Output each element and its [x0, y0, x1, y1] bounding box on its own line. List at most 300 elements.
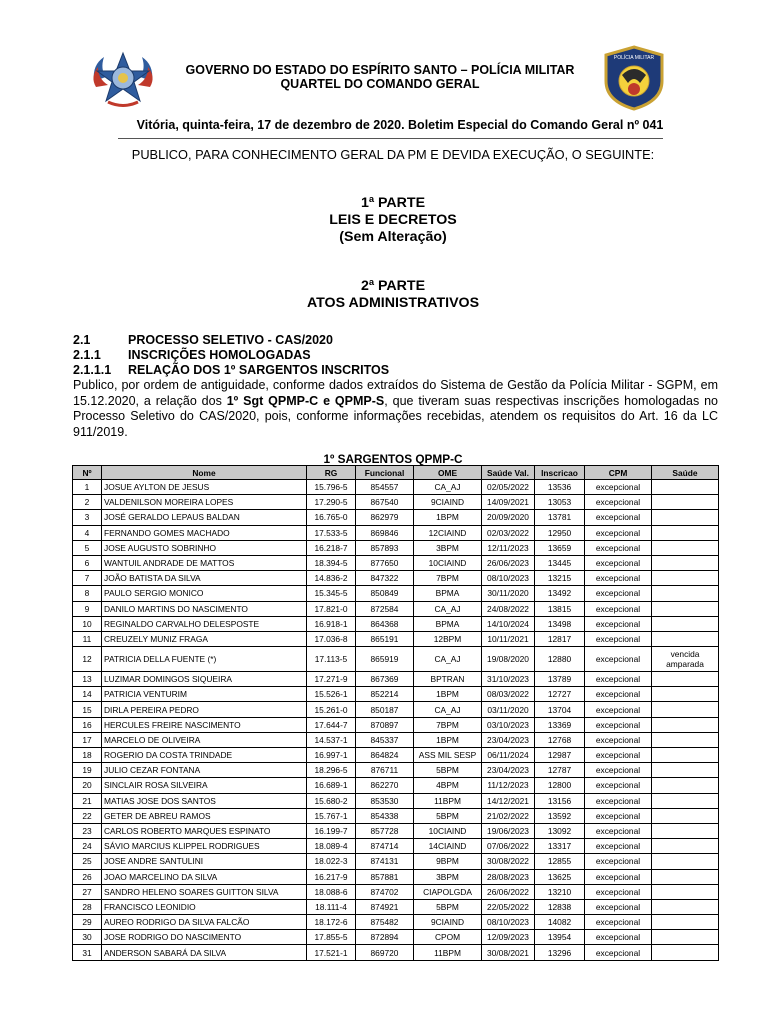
rg-cell: 17.855-5: [307, 930, 356, 945]
saude-cell: [652, 945, 719, 960]
ome-cell: 1BPM: [414, 732, 482, 747]
row-number: 28: [73, 899, 102, 914]
row-number: 22: [73, 808, 102, 823]
ome-cell: 12BPM: [414, 631, 482, 646]
ome-cell: CPOM: [414, 930, 482, 945]
paragraph-text-b: , que tiveram suas respectivas inscrições homologadas no Processo Seletivo do CAS/2020, pois, conforme informações recebidas, atendem os requisitos do Art. 16 da LC 911/2019.: [73, 393, 718, 439]
row-number: 16: [73, 717, 102, 732]
saude-cell: [652, 702, 719, 717]
header-divider: [118, 138, 663, 139]
table-row: [73, 616, 719, 631]
table-row: [73, 930, 719, 945]
saude-cell: [652, 601, 719, 616]
table-row: [73, 884, 719, 899]
funcional-cell: 862270: [356, 778, 414, 793]
funcional-cell: 865191: [356, 631, 414, 646]
row-number: 23: [73, 823, 102, 838]
table-title: 1º SARGENTOS QPMP-C: [323, 452, 463, 466]
row-number: 31: [73, 945, 102, 960]
rg-cell: 18.088-6: [307, 884, 356, 899]
header-line-1: GOVERNO DO ESTADO DO ESPÍRITO SANTO – POLÍCIA MILITAR: [185, 63, 575, 77]
table-row: [73, 672, 719, 687]
saude-val-cell: 28/08/2023: [482, 869, 535, 884]
ome-cell: 12CIAIND: [414, 525, 482, 540]
saude-val-cell: 07/06/2022: [482, 839, 535, 854]
saude-val-cell: 30/08/2021: [482, 945, 535, 960]
table-row: [73, 763, 719, 778]
saude-cell: [652, 586, 719, 601]
saude-cell: [652, 793, 719, 808]
name-cell: AUREO RODRIGO DA SILVA FALCÃO: [102, 915, 307, 930]
row-number: 3: [73, 510, 102, 525]
ome-cell: CA_AJ: [414, 601, 482, 616]
table-row: [73, 540, 719, 555]
saude-cell: [652, 672, 719, 687]
cpm-cell: excepcional: [585, 884, 652, 899]
part-2-subtitle: ATOS ADMINISTRATIVOS: [306, 295, 480, 311]
name-cell: MATIAS JOSE DOS SANTOS: [102, 793, 307, 808]
saude-val-cell: 23/04/2023: [482, 763, 535, 778]
state-coat-of-arms-icon: [88, 47, 158, 109]
inscricao-cell: 12838: [535, 899, 585, 914]
name-cell: VALDENILSON MOREIRA LOPES: [102, 495, 307, 510]
saude-val-cell: 10/11/2021: [482, 631, 535, 646]
table-row: [73, 732, 719, 747]
cpm-cell: excepcional: [585, 555, 652, 570]
saude-val-cell: 26/06/2022: [482, 884, 535, 899]
name-cell: JOSÉ GERALDO LEPAUS BALDAN: [102, 510, 307, 525]
rg-cell: 17.036-8: [307, 631, 356, 646]
rg-cell: 15.680-2: [307, 793, 356, 808]
ome-cell: BPMA: [414, 586, 482, 601]
inscricao-cell: 12787: [535, 763, 585, 778]
inscricao-cell: 13704: [535, 702, 585, 717]
table-row: [73, 647, 719, 672]
inscricao-cell: 12855: [535, 854, 585, 869]
ome-cell: 7BPM: [414, 717, 482, 732]
inscricao-cell: 13156: [535, 793, 585, 808]
row-number: 6: [73, 555, 102, 570]
funcional-cell: 867540: [356, 495, 414, 510]
rg-cell: 17.644-7: [307, 717, 356, 732]
saude-cell: [652, 869, 719, 884]
part-1-note: (Sem Alteração): [339, 229, 447, 245]
saude-val-cell: 19/08/2020: [482, 647, 535, 672]
funcional-cell: 857728: [356, 823, 414, 838]
rg-cell: 16.218-7: [307, 540, 356, 555]
saude-val-cell: 24/08/2022: [482, 601, 535, 616]
part-1-heading: [0, 195, 770, 246]
section-label: PROCESSO SELETIVO - CAS/2020: [128, 333, 333, 347]
table-row: [73, 839, 719, 854]
row-number: 12: [73, 647, 102, 672]
inscricao-cell: 13536: [535, 480, 585, 495]
document-header: [0, 45, 770, 115]
saude-cell: [652, 631, 719, 646]
inscricao-cell: 13789: [535, 672, 585, 687]
column-header: Saúde: [652, 466, 719, 480]
publication-notice: PUBLICO, PARA CONHECIMENTO GERAL DA PM E DEVIDA EXECUÇÃO, O SEGUINTE:: [131, 147, 655, 162]
cpm-cell: excepcional: [585, 510, 652, 525]
cpm-cell: excepcional: [585, 571, 652, 586]
rg-cell: 17.533-5: [307, 525, 356, 540]
inscricao-cell: 13625: [535, 869, 585, 884]
name-cell: LUZIMAR DOMINGOS SIQUEIRA: [102, 672, 307, 687]
saude-val-cell: 19/06/2023: [482, 823, 535, 838]
inscricao-cell: 13815: [535, 601, 585, 616]
row-number: 4: [73, 525, 102, 540]
cpm-cell: excepcional: [585, 631, 652, 646]
ome-cell: 14CIAIND: [414, 839, 482, 854]
saude-cell: [652, 732, 719, 747]
rg-cell: 18.089-4: [307, 839, 356, 854]
saude-val-cell: 14/09/2021: [482, 495, 535, 510]
saude-cell: [652, 480, 719, 495]
name-cell: PAULO SERGIO MONICO: [102, 586, 307, 601]
rg-cell: 18.022-3: [307, 854, 356, 869]
rg-cell: 18.394-5: [307, 555, 356, 570]
inscricao-cell: 13592: [535, 808, 585, 823]
cpm-cell: excepcional: [585, 808, 652, 823]
saude-val-cell: 03/11/2020: [482, 702, 535, 717]
rg-cell: 15.261-0: [307, 702, 356, 717]
rg-cell: 16.997-1: [307, 748, 356, 763]
inscricao-cell: 12727: [535, 687, 585, 702]
saude-cell: [652, 540, 719, 555]
inscricao-cell: 13369: [535, 717, 585, 732]
ome-cell: 10CIAIND: [414, 555, 482, 570]
cpm-cell: excepcional: [585, 748, 652, 763]
funcional-cell: 853530: [356, 793, 414, 808]
row-number: 20: [73, 778, 102, 793]
saude-val-cell: 21/02/2022: [482, 808, 535, 823]
ome-cell: BPTRAN: [414, 672, 482, 687]
rg-cell: 17.521-1: [307, 945, 356, 960]
table-row: [73, 748, 719, 763]
rg-cell: 16.217-9: [307, 869, 356, 884]
cpm-cell: excepcional: [585, 672, 652, 687]
column-header: OME: [414, 466, 482, 480]
name-cell: SINCLAIR ROSA SILVEIRA: [102, 778, 307, 793]
table-row: [73, 793, 719, 808]
table-row: [73, 702, 719, 717]
funcional-cell: 869720: [356, 945, 414, 960]
name-cell: CREUZELY MUNIZ FRAGA: [102, 631, 307, 646]
military-police-badge-icon: [600, 45, 668, 111]
saude-cell: [652, 525, 719, 540]
funcional-cell: 854338: [356, 808, 414, 823]
inscricao-cell: 13053: [535, 495, 585, 510]
name-cell: JOSE ANDRE SANTULINI: [102, 854, 307, 869]
section-label: RELAÇÃO DOS 1º SARGENTOS INSCRITOS: [128, 363, 390, 377]
funcional-cell: 865919: [356, 647, 414, 672]
ome-cell: CA_AJ: [414, 702, 482, 717]
ome-cell: CA_AJ: [414, 480, 482, 495]
column-header: Funcional: [356, 466, 414, 480]
saude-val-cell: 31/10/2023: [482, 672, 535, 687]
ome-cell: 5BPM: [414, 899, 482, 914]
saude-val-cell: 26/06/2023: [482, 555, 535, 570]
ome-cell: 5BPM: [414, 808, 482, 823]
name-cell: FRANCISCO LEONIDIO: [102, 899, 307, 914]
ome-cell: 9CIAIND: [414, 915, 482, 930]
saude-val-cell: 14/12/2021: [482, 793, 535, 808]
table-row: [73, 717, 719, 732]
saude-cell: [652, 616, 719, 631]
inscricao-cell: 13445: [535, 555, 585, 570]
inscricao-cell: 13659: [535, 540, 585, 555]
saude-val-cell: 30/08/2022: [482, 854, 535, 869]
name-cell: FERNANDO GOMES MACHADO: [102, 525, 307, 540]
inscricao-cell: 13492: [535, 586, 585, 601]
saude-val-cell: 30/11/2020: [482, 586, 535, 601]
table-row: [73, 778, 719, 793]
ome-cell: 9BPM: [414, 854, 482, 869]
row-number: 30: [73, 930, 102, 945]
table-row: [73, 480, 719, 495]
funcional-cell: 874702: [356, 884, 414, 899]
funcional-cell: 864824: [356, 748, 414, 763]
ome-cell: 3BPM: [414, 540, 482, 555]
ome-cell: 7BPM: [414, 571, 482, 586]
funcional-cell: 874131: [356, 854, 414, 869]
row-number: 10: [73, 616, 102, 631]
name-cell: CARLOS ROBERTO MARQUES ESPINATO: [102, 823, 307, 838]
funcional-cell: 847322: [356, 571, 414, 586]
table-row: [73, 510, 719, 525]
section-number: 2.1.1: [73, 348, 101, 362]
cpm-cell: excepcional: [585, 763, 652, 778]
saude-cell: [652, 854, 719, 869]
cpm-cell: excepcional: [585, 601, 652, 616]
saude-cell: [652, 717, 719, 732]
saude-val-cell: 11/12/2023: [482, 778, 535, 793]
saude-val-cell: 03/10/2023: [482, 717, 535, 732]
cpm-cell: excepcional: [585, 869, 652, 884]
ome-cell: 11BPM: [414, 793, 482, 808]
publication-paragraph: [73, 378, 718, 440]
saude-cell: [652, 510, 719, 525]
cpm-cell: excepcional: [585, 793, 652, 808]
rg-cell: 18.296-5: [307, 763, 356, 778]
rg-cell: 16.765-0: [307, 510, 356, 525]
funcional-cell: 850187: [356, 702, 414, 717]
inscricao-cell: 13210: [535, 884, 585, 899]
name-cell: JOSE AUGUSTO SOBRINHO: [102, 540, 307, 555]
row-number: 24: [73, 839, 102, 854]
table-row: [73, 687, 719, 702]
table-row: [73, 945, 719, 960]
saude-val-cell: 12/11/2023: [482, 540, 535, 555]
ome-cell: 4BPM: [414, 778, 482, 793]
ome-cell: 5BPM: [414, 763, 482, 778]
row-number: 11: [73, 631, 102, 646]
part-2-heading: [0, 278, 770, 312]
inscricao-cell: 12800: [535, 778, 585, 793]
rg-cell: 17.271-9: [307, 672, 356, 687]
part-2-title: 2ª PARTE: [360, 278, 426, 294]
rg-cell: 14.537-1: [307, 732, 356, 747]
name-cell: PATRICIA VENTURIM: [102, 687, 307, 702]
name-cell: REGINALDO CARVALHO DELESPOSTE: [102, 616, 307, 631]
funcional-cell: 857881: [356, 869, 414, 884]
inscricao-cell: 13296: [535, 945, 585, 960]
column-header: RG: [307, 466, 356, 480]
inscricao-cell: 12987: [535, 748, 585, 763]
saude-cell: [652, 763, 719, 778]
rg-cell: 17.290-5: [307, 495, 356, 510]
inscricao-cell: 13498: [535, 616, 585, 631]
part-1-title: 1ª PARTE: [360, 195, 426, 211]
table-row: [73, 854, 719, 869]
saude-cell: [652, 930, 719, 945]
column-header: CPM: [585, 466, 652, 480]
column-header: Nº: [73, 466, 102, 480]
saude-val-cell: 12/09/2023: [482, 930, 535, 945]
saude-cell: [652, 748, 719, 763]
saude-cell: [652, 823, 719, 838]
ome-cell: 1BPM: [414, 510, 482, 525]
rg-cell: 15.526-1: [307, 687, 356, 702]
name-cell: PATRICIA DELLA FUENTE (*): [102, 647, 307, 672]
header-line-2: QUARTEL DO COMANDO GERAL: [280, 77, 480, 91]
paragraph-bold: 1º Sgt QPMP-C e QPMP-S: [226, 393, 385, 408]
funcional-cell: 862979: [356, 510, 414, 525]
rg-cell: 18.172-6: [307, 915, 356, 930]
funcional-cell: 877650: [356, 555, 414, 570]
ome-cell: CIAPOLGDA: [414, 884, 482, 899]
table-row: [73, 808, 719, 823]
saude-val-cell: 02/05/2022: [482, 480, 535, 495]
table-row: [73, 495, 719, 510]
table-row: [73, 823, 719, 838]
section-2-1-1-1: [73, 363, 389, 378]
inscricao-cell: 13215: [535, 571, 585, 586]
cpm-cell: excepcional: [585, 480, 652, 495]
funcional-cell: 872894: [356, 930, 414, 945]
row-number: 18: [73, 748, 102, 763]
saude-cell: [652, 839, 719, 854]
saude-val-cell: 08/03/2022: [482, 687, 535, 702]
name-cell: JOSUE AYLTON DE JESUS: [102, 480, 307, 495]
name-cell: ROGERIO DA COSTA TRINDADE: [102, 748, 307, 763]
funcional-cell: 874921: [356, 899, 414, 914]
ome-cell: 9CIAIND: [414, 495, 482, 510]
inscricao-cell: 13092: [535, 823, 585, 838]
name-cell: GETER DE ABREU RAMOS: [102, 808, 307, 823]
inscricao-cell: 12950: [535, 525, 585, 540]
row-number: 13: [73, 672, 102, 687]
cpm-cell: excepcional: [585, 930, 652, 945]
ome-cell: ASS MIL SESP: [414, 748, 482, 763]
table-row: [73, 571, 719, 586]
bulletin-dateline: Vitória, quinta-feira, 17 de dezembro de 2020. Boletim Especial do Comando Geral nº 041: [136, 118, 664, 132]
funcional-cell: 874714: [356, 839, 414, 854]
saude-val-cell: 06/11/2024: [482, 748, 535, 763]
inscricao-cell: 12817: [535, 631, 585, 646]
table-row: [73, 915, 719, 930]
section-2-1-1: [73, 348, 311, 363]
table-row: [73, 869, 719, 884]
cpm-cell: excepcional: [585, 839, 652, 854]
saude-val-cell: 08/10/2023: [482, 571, 535, 586]
funcional-cell: 850849: [356, 586, 414, 601]
badge-text: POLÍCIA MILITAR: [613, 55, 655, 61]
inscricao-cell: 13781: [535, 510, 585, 525]
cpm-cell: excepcional: [585, 525, 652, 540]
funcional-cell: 875482: [356, 915, 414, 930]
saude-val-cell: 02/03/2022: [482, 525, 535, 540]
column-header: Saúde Val.: [482, 466, 535, 480]
table-header-row: [73, 466, 719, 480]
cpm-cell: excepcional: [585, 899, 652, 914]
cpm-cell: excepcional: [585, 945, 652, 960]
ome-cell: 3BPM: [414, 869, 482, 884]
row-number: 7: [73, 571, 102, 586]
rg-cell: 16.918-1: [307, 616, 356, 631]
funcional-cell: 857893: [356, 540, 414, 555]
ome-cell: BPMA: [414, 616, 482, 631]
cpm-cell: excepcional: [585, 540, 652, 555]
cpm-cell: excepcional: [585, 495, 652, 510]
saude-val-cell: 22/05/2022: [482, 899, 535, 914]
row-number: 9: [73, 601, 102, 616]
saude-cell: [652, 495, 719, 510]
saude-cell: [652, 778, 719, 793]
inscricao-cell: 13317: [535, 839, 585, 854]
name-cell: WANTUIL ANDRADE DE MATTOS: [102, 555, 307, 570]
rg-cell: 16.689-1: [307, 778, 356, 793]
rg-cell: 18.111-4: [307, 899, 356, 914]
table-row: [73, 631, 719, 646]
cpm-cell: excepcional: [585, 717, 652, 732]
funcional-cell: 872584: [356, 601, 414, 616]
section-number: 2.1: [73, 333, 91, 347]
row-number: 21: [73, 793, 102, 808]
saude-cell: [652, 899, 719, 914]
cpm-cell: excepcional: [585, 687, 652, 702]
row-number: 29: [73, 915, 102, 930]
table-row: [73, 586, 719, 601]
saude-cell: [652, 555, 719, 570]
column-header: Inscricao: [535, 466, 585, 480]
funcional-cell: 869846: [356, 525, 414, 540]
saude-cell: [652, 884, 719, 899]
header-title: [160, 63, 600, 91]
cpm-cell: excepcional: [585, 823, 652, 838]
inscricao-cell: 12880: [535, 647, 585, 672]
part-1-subtitle: LEIS E DECRETOS: [329, 212, 457, 228]
funcional-cell: 845337: [356, 732, 414, 747]
row-number: 15: [73, 702, 102, 717]
funcional-cell: 870897: [356, 717, 414, 732]
name-cell: SANDRO HELENO SOARES GUITTON SILVA: [102, 884, 307, 899]
rg-cell: 14.836-2: [307, 571, 356, 586]
funcional-cell: 852214: [356, 687, 414, 702]
name-cell: JULIO CEZAR FONTANA: [102, 763, 307, 778]
inscricao-cell: 12768: [535, 732, 585, 747]
column-header: Nome: [102, 466, 307, 480]
rg-cell: 15.796-5: [307, 480, 356, 495]
row-number: 25: [73, 854, 102, 869]
saude-val-cell: 08/10/2023: [482, 915, 535, 930]
sergeants-table: [72, 465, 719, 961]
cpm-cell: excepcional: [585, 647, 652, 672]
saude-val-cell: 23/04/2023: [482, 732, 535, 747]
cpm-cell: excepcional: [585, 616, 652, 631]
name-cell: DIRLA PEREIRA PEDRO: [102, 702, 307, 717]
cpm-cell: excepcional: [585, 778, 652, 793]
